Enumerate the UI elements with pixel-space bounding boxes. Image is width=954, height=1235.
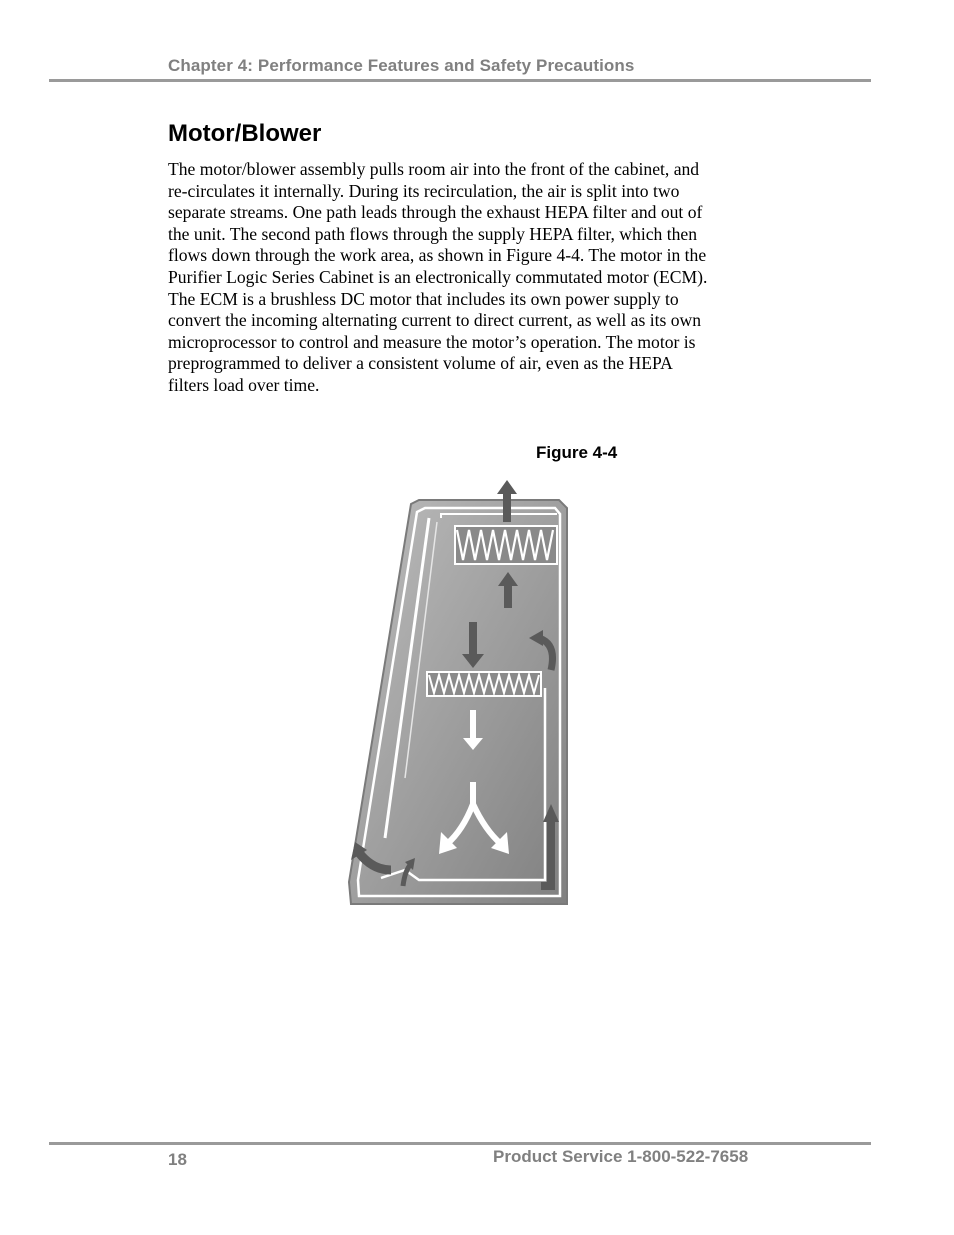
body-paragraph xyxy=(168,159,758,397)
paragraph-line: filters load over time. xyxy=(168,374,320,395)
paragraph-line: preprogrammed to deliver a consistent volume of air, even as the HEPA xyxy=(168,353,673,374)
paragraph-line: the unit. The second path flows through the supply HEPA filter, which then xyxy=(168,223,697,244)
header-rule xyxy=(49,79,871,82)
cabinet-airflow-diagram xyxy=(345,478,573,910)
footer-rule xyxy=(49,1142,871,1145)
paragraph-line: The motor/blower assembly pulls room air into the front of the cabinet, and xyxy=(168,159,700,179)
page-number: 18 xyxy=(168,1150,187,1169)
section-title: Motor/Blower xyxy=(168,120,322,147)
paragraph-line: flows down through the work area, as shown in Figure 4-4. The motor in the xyxy=(168,245,707,266)
paragraph-line: separate streams. One path leads through the exhaust HEPA filter and out of xyxy=(168,202,703,223)
cabinet-airflow-figure xyxy=(345,478,573,910)
paragraph-line: microprocessor to control and measure the motor’s operation. The motor is xyxy=(168,331,696,352)
chapter-header: Chapter 4: Performance Features and Safety Precautions xyxy=(168,56,635,75)
paragraph-line: convert the incoming alternating current to direct current, as well as its own xyxy=(168,310,702,331)
exhaust-hepa-filter xyxy=(455,526,557,564)
paragraph-line: re-circulates it internally. During its recirculation, the air is split into two xyxy=(168,180,680,201)
supply-hepa-filter xyxy=(427,672,541,696)
paragraph-line: Purifier Logic Series Cabinet is an electronically commutated motor (ECM). xyxy=(168,266,708,287)
figure-caption: Figure 4-4 xyxy=(536,443,618,462)
footer-contact: Product Service 1-800-522-7658 xyxy=(493,1147,749,1166)
paragraph-line: The ECM is a brushless DC motor that includes its own power supply to xyxy=(168,288,679,309)
